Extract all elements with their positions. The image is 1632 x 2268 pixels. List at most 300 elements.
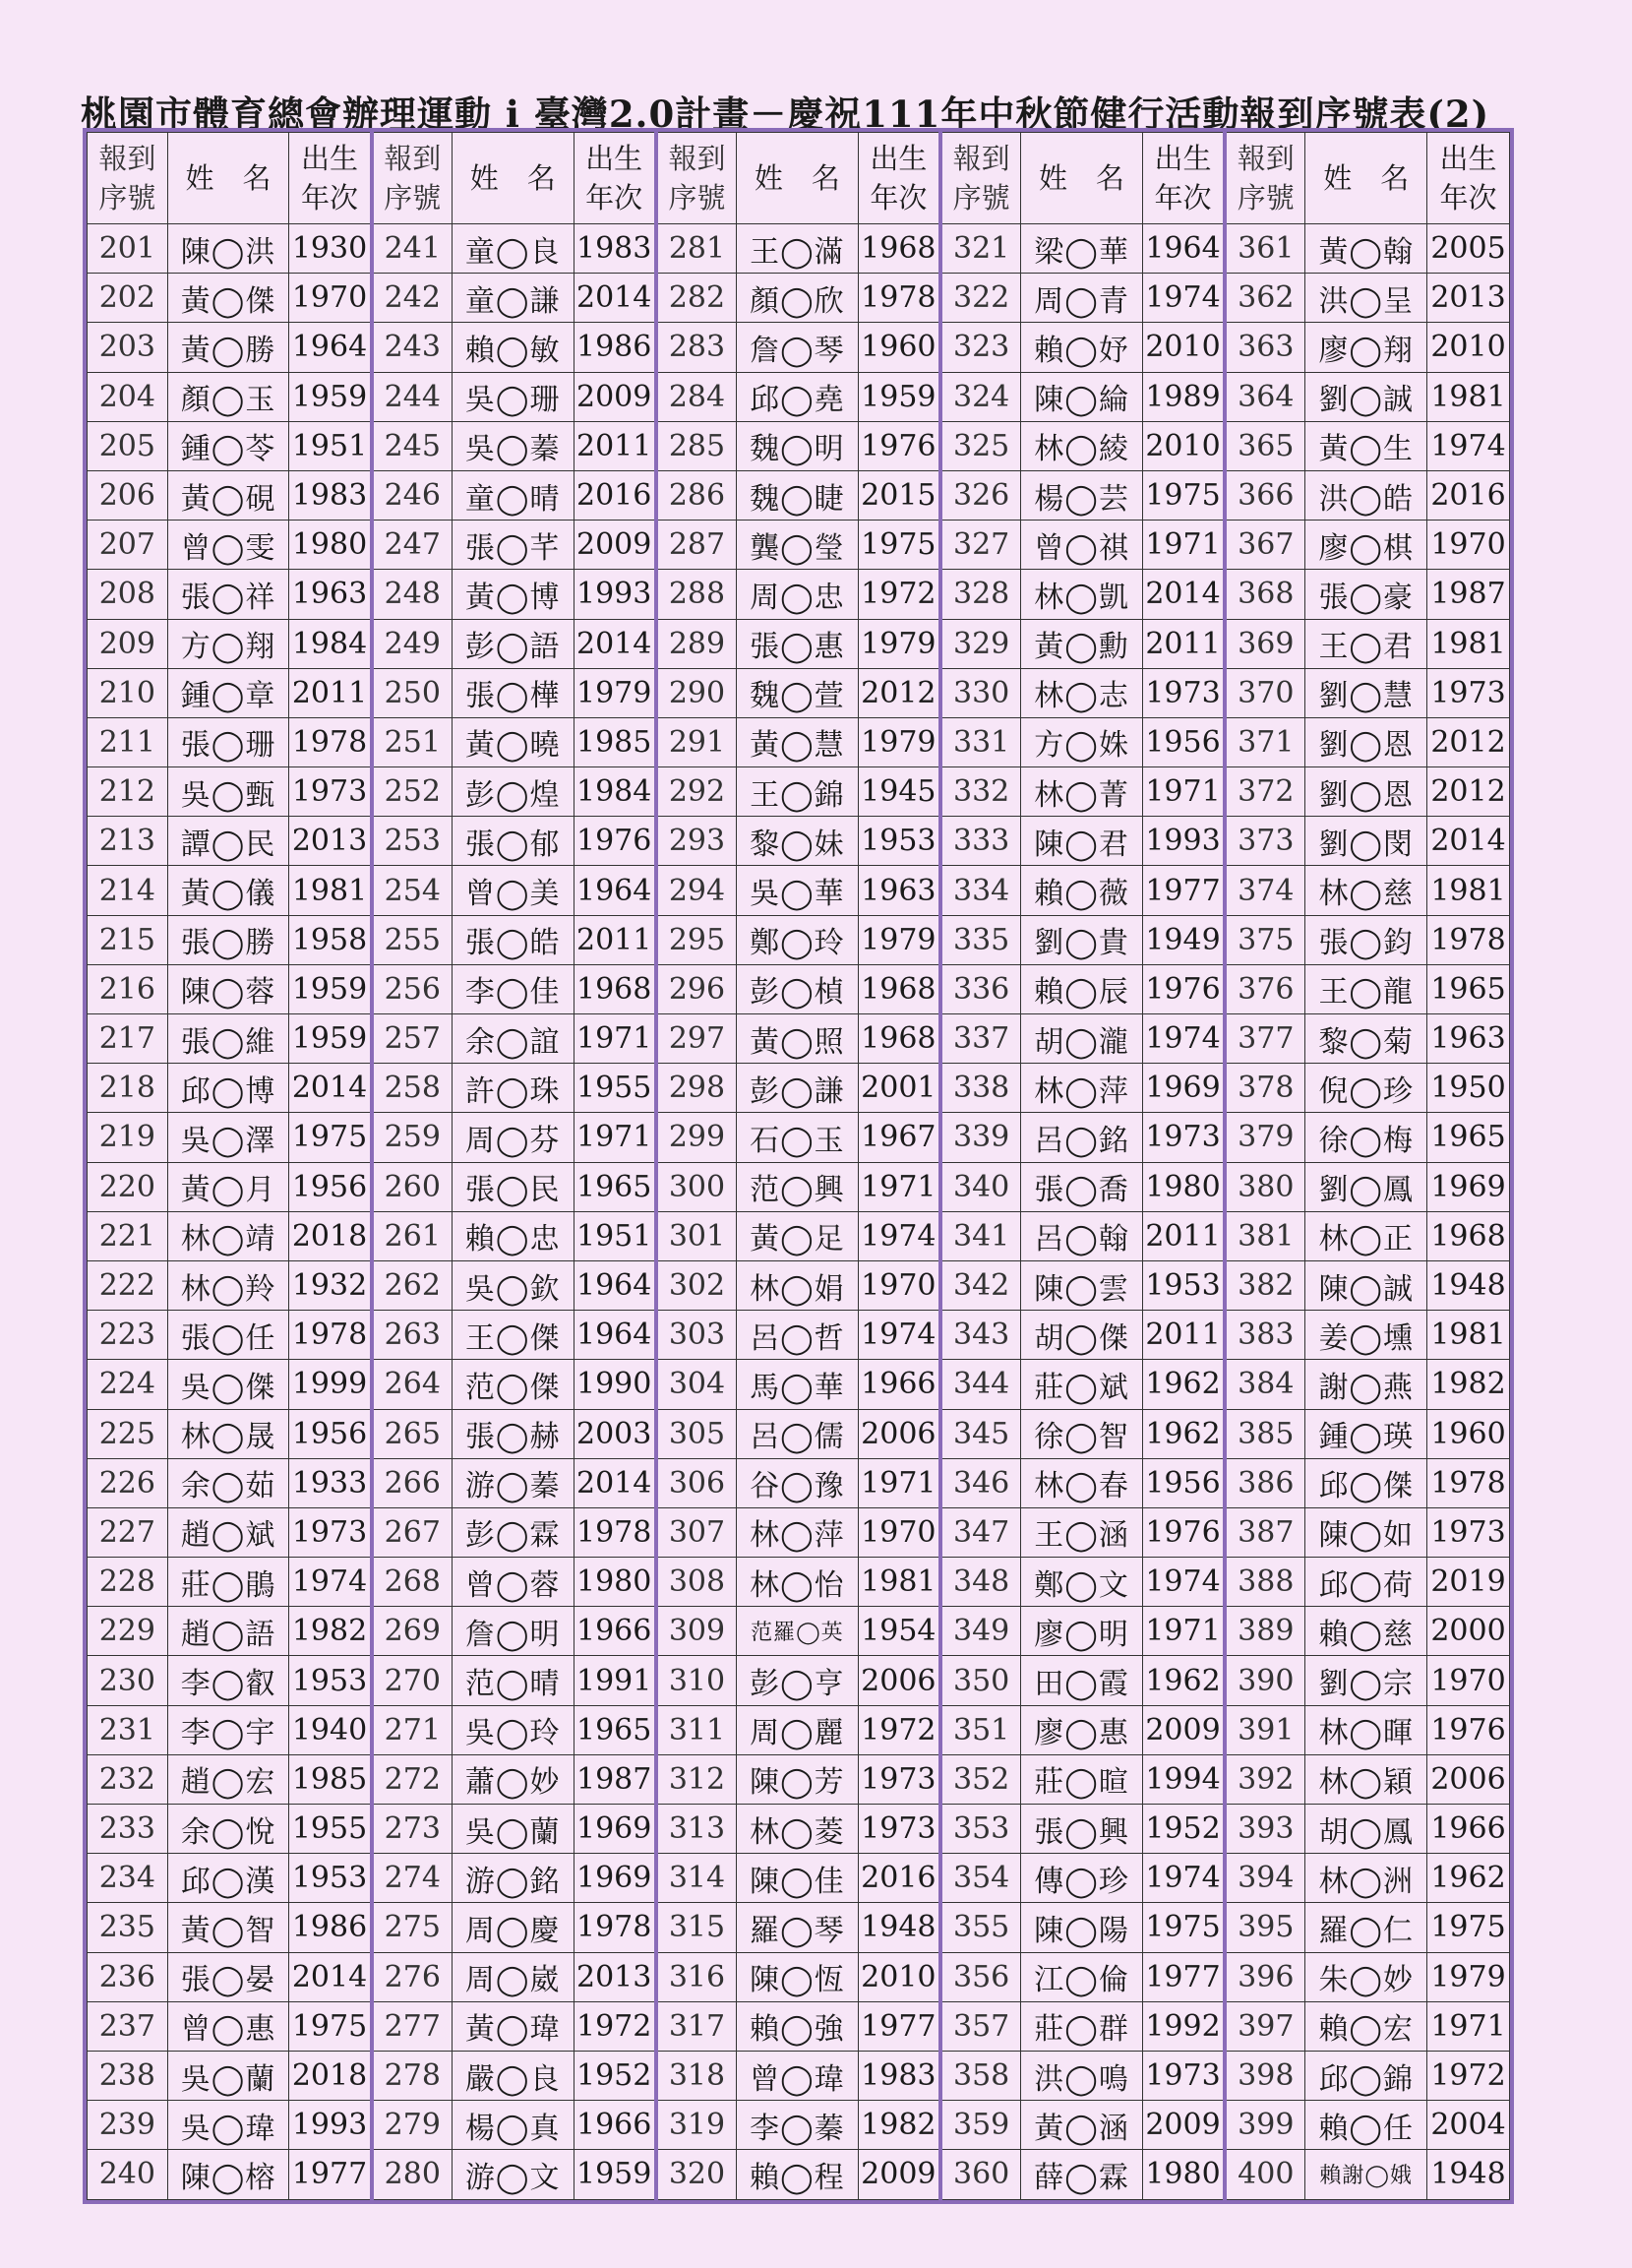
serial-number-cell: 239 (88, 2101, 168, 2150)
birth-year-cell: 2019 (1427, 1558, 1510, 1607)
serial-number-cell: 299 (656, 1113, 737, 1162)
table-row (88, 521, 1510, 570)
name-cell: 邱◯漢 (167, 1854, 289, 1903)
name-cell: 陳◯蓉 (167, 964, 289, 1013)
birth-year-cell: 1977 (289, 2150, 372, 2199)
name-cell: 賴◯薇 (1021, 866, 1143, 915)
name-cell: 范◯傑 (452, 1360, 574, 1409)
serial-number-cell: 387 (1225, 1507, 1305, 1557)
name-cell: 張◯珊 (167, 717, 289, 766)
name-cell: 童◯謙 (452, 274, 574, 323)
birth-year-cell: 1993 (1142, 817, 1225, 866)
name-cell: 吳◯蓁 (452, 421, 574, 470)
birth-year-cell: 1975 (858, 521, 940, 570)
serial-number-cell: 303 (656, 1311, 737, 1360)
birth-year-cell: 1976 (858, 421, 940, 470)
birth-year-cell: 1973 (1142, 1113, 1225, 1162)
name-cell: 呂◯哲 (737, 1311, 859, 1360)
birth-year-cell: 1978 (574, 1507, 656, 1557)
birth-year-cell: 2003 (574, 1409, 656, 1458)
name-cell: 鍾◯瑛 (1305, 1409, 1427, 1458)
serial-number-cell: 392 (1225, 1754, 1305, 1804)
serial-number-cell: 306 (656, 1458, 737, 1507)
serial-number-cell: 276 (372, 1952, 453, 2001)
name-cell: 江◯倫 (1021, 1952, 1143, 2001)
table-row (88, 915, 1510, 964)
header-year-line2: 年次 (585, 181, 643, 215)
birth-year-cell: 1953 (289, 1656, 372, 1705)
name-cell: 許◯珠 (452, 1064, 574, 1113)
birth-year-cell: 2011 (1142, 619, 1225, 668)
serial-number-cell: 228 (88, 1558, 168, 1607)
name-cell: 莊◯群 (1021, 2001, 1143, 2051)
serial-number-cell: 274 (372, 1854, 453, 1903)
name-cell: 薛◯霖 (1021, 2150, 1143, 2199)
birth-year-cell: 1977 (1142, 866, 1225, 915)
serial-number-cell: 296 (656, 964, 737, 1013)
birth-year-cell: 1991 (574, 1656, 656, 1705)
serial-number-cell: 362 (1225, 274, 1305, 323)
serial-number-cell: 259 (372, 1113, 453, 1162)
birth-year-cell: 1992 (1142, 2001, 1225, 2051)
name-cell: 黃◯照 (737, 1014, 859, 1064)
name-cell: 林◯萍 (737, 1507, 859, 1557)
serial-number-cell: 383 (1225, 1311, 1305, 1360)
name-cell: 蕭◯妙 (452, 1754, 574, 1804)
serial-number-cell: 256 (372, 964, 453, 1013)
name-cell: 廖◯棋 (1305, 521, 1427, 570)
name-cell: 賴◯宏 (1305, 2001, 1427, 2051)
serial-number-cell: 255 (372, 915, 453, 964)
birth-year-cell: 2009 (858, 2150, 940, 2199)
name-cell: 林◯羚 (167, 1260, 289, 1310)
birth-year-cell: 2010 (1427, 323, 1510, 372)
page-title: 桃園市體育總會辦理運動 i 臺灣2.0計畫－慶祝111年中秋節健行活動報到序號表(2) (81, 92, 1490, 136)
name-cell: 陳◯誠 (1305, 1260, 1427, 1310)
table-row (88, 1409, 1510, 1458)
serial-number-cell: 219 (88, 1113, 168, 1162)
serial-number-cell: 334 (940, 866, 1021, 915)
birth-year-cell: 1974 (858, 1211, 940, 1260)
name-cell: 顏◯玉 (167, 372, 289, 421)
name-cell: 鍾◯章 (167, 668, 289, 717)
birth-year-cell: 1975 (289, 1113, 372, 1162)
serial-number-cell: 249 (372, 619, 453, 668)
serial-number-cell: 225 (88, 1409, 168, 1458)
birth-year-cell: 1962 (1142, 1656, 1225, 1705)
serial-number-cell: 244 (372, 372, 453, 421)
name-cell: 曾◯瑋 (737, 2051, 859, 2100)
serial-number-cell: 252 (372, 767, 453, 817)
serial-number-cell: 333 (940, 817, 1021, 866)
name-cell: 馬◯華 (737, 1360, 859, 1409)
serial-number-cell: 203 (88, 323, 168, 372)
serial-number-cell: 229 (88, 1607, 168, 1656)
serial-number-cell: 214 (88, 866, 168, 915)
name-cell: 呂◯儒 (737, 1409, 859, 1458)
name-cell: 石◯玉 (737, 1113, 859, 1162)
birth-year-cell: 1953 (858, 817, 940, 866)
name-cell: 黃◯生 (1305, 421, 1427, 470)
name-cell: 胡◯瀧 (1021, 1014, 1143, 1064)
header-name: 姓 名 (1021, 133, 1143, 224)
serial-number-cell: 297 (656, 1014, 737, 1064)
serial-number-cell: 277 (372, 2001, 453, 2051)
serial-number-cell: 217 (88, 1014, 168, 1064)
birth-year-cell: 1982 (858, 2101, 940, 2150)
name-cell: 李◯宇 (167, 1705, 289, 1754)
name-cell: 傳◯珍 (1021, 1854, 1143, 1903)
serial-number-cell: 237 (88, 2001, 168, 2051)
serial-number-cell: 332 (940, 767, 1021, 817)
birth-year-cell: 1959 (289, 964, 372, 1013)
birth-year-cell: 1965 (574, 1705, 656, 1754)
name-cell: 黃◯月 (167, 1162, 289, 1211)
birth-year-cell: 1980 (574, 1558, 656, 1607)
name-cell: 范◯興 (737, 1162, 859, 1211)
serial-number-cell: 342 (940, 1260, 1021, 1310)
birth-year-cell: 1980 (1142, 1162, 1225, 1211)
birth-year-cell: 1976 (1427, 1705, 1510, 1754)
birth-year-cell: 1952 (574, 2051, 656, 2100)
serial-number-cell: 352 (940, 1754, 1021, 1804)
name-cell: 張◯喬 (1021, 1162, 1143, 1211)
birth-year-cell: 1962 (1427, 1854, 1510, 1903)
header-serial-line1: 報到 (1237, 142, 1295, 175)
birth-year-cell: 1978 (858, 274, 940, 323)
name-cell: 譚◯民 (167, 817, 289, 866)
birth-year-cell: 1978 (1427, 915, 1510, 964)
table-row (88, 1952, 1510, 2001)
birth-year-cell: 1968 (574, 964, 656, 1013)
name-cell: 周◯麗 (737, 1705, 859, 1754)
serial-number-cell: 385 (1225, 1409, 1305, 1458)
name-cell: 張◯郁 (452, 817, 574, 866)
header-year-line2: 年次 (301, 181, 359, 215)
serial-number-cell: 290 (656, 668, 737, 717)
name-cell: 方◯姝 (1021, 717, 1143, 766)
serial-number-cell: 213 (88, 817, 168, 866)
serial-number-cell: 346 (940, 1458, 1021, 1507)
name-cell: 林◯晟 (167, 1409, 289, 1458)
serial-number-cell: 345 (940, 1409, 1021, 1458)
serial-number-cell: 340 (940, 1162, 1021, 1211)
serial-number-cell: 363 (1225, 323, 1305, 372)
table-row (88, 1113, 1510, 1162)
birth-year-cell: 1950 (1427, 1064, 1510, 1113)
birth-year-cell: 1970 (1427, 521, 1510, 570)
serial-number-cell: 216 (88, 964, 168, 1013)
birth-year-cell: 2010 (1142, 323, 1225, 372)
birth-year-cell: 1948 (1427, 2150, 1510, 2199)
birth-year-cell: 1994 (1142, 1754, 1225, 1804)
birth-year-cell: 1979 (858, 915, 940, 964)
birth-year-cell: 1959 (858, 372, 940, 421)
serial-number-cell: 384 (1225, 1360, 1305, 1409)
serial-number-cell: 316 (656, 1952, 737, 2001)
name-cell: 吳◯珊 (452, 372, 574, 421)
serial-number-cell: 282 (656, 274, 737, 323)
birth-year-cell: 1971 (858, 1162, 940, 1211)
birth-year-cell: 1965 (1427, 1113, 1510, 1162)
name-cell: 王◯錦 (737, 767, 859, 817)
birth-year-cell: 1968 (1427, 1211, 1510, 1260)
birth-year-cell: 2016 (1427, 470, 1510, 520)
name-cell: 范◯晴 (452, 1656, 574, 1705)
name-cell: 林◯萍 (1021, 1064, 1143, 1113)
header-year-line2: 年次 (870, 181, 928, 215)
birth-year-cell: 2014 (574, 619, 656, 668)
serial-number-cell: 312 (656, 1754, 737, 1804)
birth-year-cell: 1953 (289, 1854, 372, 1903)
birth-year-cell: 1973 (1427, 668, 1510, 717)
birth-year-cell: 2000 (1427, 1607, 1510, 1656)
serial-number-cell: 301 (656, 1211, 737, 1260)
name-cell: 洪◯呈 (1305, 274, 1427, 323)
birth-year-cell: 1966 (1427, 1805, 1510, 1854)
serial-number-cell: 327 (940, 521, 1021, 570)
birth-year-cell: 1973 (1142, 2051, 1225, 2100)
birth-year-cell: 1974 (1142, 1854, 1225, 1903)
name-cell: 賴◯強 (737, 2001, 859, 2051)
serial-number-cell: 253 (372, 817, 453, 866)
table-row (88, 2101, 1510, 2150)
name-cell: 林◯春 (1021, 1458, 1143, 1507)
birth-year-cell: 1970 (858, 1507, 940, 1557)
birth-year-cell: 1964 (289, 323, 372, 372)
table-row (88, 421, 1510, 470)
serial-number-cell: 371 (1225, 717, 1305, 766)
name-cell: 吳◯瑋 (167, 2101, 289, 2150)
birth-year-cell: 1987 (1427, 570, 1510, 619)
serial-number-cell: 369 (1225, 619, 1305, 668)
name-cell: 呂◯銘 (1021, 1113, 1143, 1162)
birth-year-cell: 1932 (289, 1260, 372, 1310)
birth-year-cell: 1965 (1427, 964, 1510, 1013)
serial-number-cell: 398 (1225, 2051, 1305, 2100)
name-cell: 周◯忠 (737, 570, 859, 619)
header-birth-year (1142, 133, 1225, 224)
name-cell: 陳◯陽 (1021, 1903, 1143, 1952)
serial-number-cell: 393 (1225, 1805, 1305, 1854)
table-row (88, 2051, 1510, 2100)
name-cell: 劉◯恩 (1305, 717, 1427, 766)
table-row (88, 1903, 1510, 1952)
header-serial-line1: 報到 (668, 142, 726, 175)
serial-number-cell: 360 (940, 2150, 1021, 2199)
header-year-line2: 年次 (1154, 181, 1212, 215)
serial-number-cell: 321 (940, 224, 1021, 274)
serial-number-cell: 395 (1225, 1903, 1305, 1952)
serial-number-cell: 366 (1225, 470, 1305, 520)
birth-year-cell: 2012 (1427, 767, 1510, 817)
serial-number-cell: 254 (372, 866, 453, 915)
birth-year-cell: 1960 (858, 323, 940, 372)
name-cell: 周◯青 (1021, 274, 1143, 323)
birth-year-cell: 1971 (574, 1113, 656, 1162)
serial-number-cell: 215 (88, 915, 168, 964)
birth-year-cell: 2016 (858, 1854, 940, 1903)
serial-number-cell: 309 (656, 1607, 737, 1656)
serial-number-cell: 294 (656, 866, 737, 915)
birth-year-cell: 1983 (574, 224, 656, 274)
table-row (88, 470, 1510, 520)
birth-year-cell: 2010 (1142, 421, 1225, 470)
table-row (88, 1064, 1510, 1113)
header-serial-number (88, 133, 168, 224)
name-cell: 彭◯霖 (452, 1507, 574, 1557)
header-name: 姓 名 (737, 133, 859, 224)
name-cell: 詹◯琴 (737, 323, 859, 372)
serial-number-cell: 233 (88, 1805, 168, 1854)
serial-number-cell: 236 (88, 1952, 168, 2001)
serial-number-cell: 238 (88, 2051, 168, 2100)
header-serial-line1: 報到 (952, 142, 1010, 175)
birth-year-cell: 1966 (574, 2101, 656, 2150)
birth-year-cell: 1973 (1427, 1507, 1510, 1557)
serial-number-cell: 336 (940, 964, 1021, 1013)
name-cell: 張◯勝 (167, 915, 289, 964)
name-cell: 吳◯甄 (167, 767, 289, 817)
serial-number-cell: 397 (1225, 2001, 1305, 2051)
birth-year-cell: 1972 (858, 570, 940, 619)
name-cell: 張◯芊 (452, 521, 574, 570)
name-cell: 張◯民 (452, 1162, 574, 1211)
birth-year-cell: 2014 (289, 1952, 372, 2001)
birth-year-cell: 1984 (289, 619, 372, 668)
table-row (88, 1311, 1510, 1360)
serial-number-cell: 373 (1225, 817, 1305, 866)
name-cell: 黃◯瑋 (452, 2001, 574, 2051)
header-birth-year (574, 133, 656, 224)
birth-year-cell: 1989 (1142, 372, 1225, 421)
serial-number-cell: 230 (88, 1656, 168, 1705)
name-cell: 楊◯芸 (1021, 470, 1143, 520)
serial-number-cell: 273 (372, 1805, 453, 1854)
birth-year-cell: 2011 (574, 915, 656, 964)
name-cell: 游◯蓁 (452, 1458, 574, 1507)
serial-number-cell: 240 (88, 2150, 168, 2199)
birth-year-cell: 2013 (1427, 274, 1510, 323)
birth-year-cell: 1986 (574, 323, 656, 372)
name-cell: 吳◯蘭 (167, 2051, 289, 2100)
name-cell: 曾◯惠 (167, 2001, 289, 2051)
name-cell: 劉◯慧 (1305, 668, 1427, 717)
birth-year-cell: 1985 (574, 717, 656, 766)
table-row (88, 274, 1510, 323)
serial-number-cell: 396 (1225, 1952, 1305, 2001)
serial-number-cell: 250 (372, 668, 453, 717)
name-cell: 姜◯壎 (1305, 1311, 1427, 1360)
header-serial-number (940, 133, 1021, 224)
table-row (88, 1705, 1510, 1754)
serial-number-cell: 381 (1225, 1211, 1305, 1260)
name-cell: 方◯翔 (167, 619, 289, 668)
table-row (88, 767, 1510, 817)
birth-year-cell: 2011 (574, 421, 656, 470)
serial-number-cell: 269 (372, 1607, 453, 1656)
name-cell: 羅◯琴 (737, 1903, 859, 1952)
name-cell: 呂◯翰 (1021, 1211, 1143, 1260)
name-cell: 邱◯傑 (1305, 1458, 1427, 1507)
birth-year-cell: 1976 (574, 817, 656, 866)
birth-year-cell: 2011 (1142, 1211, 1225, 1260)
serial-number-cell: 339 (940, 1113, 1021, 1162)
serial-number-cell: 232 (88, 1754, 168, 1804)
name-cell: 羅◯仁 (1305, 1903, 1427, 1952)
table-row (88, 1754, 1510, 1804)
table-row (88, 372, 1510, 421)
birth-year-cell: 1993 (289, 2101, 372, 2150)
birth-year-cell: 2014 (574, 274, 656, 323)
birth-year-cell: 1981 (1427, 1311, 1510, 1360)
name-cell: 朱◯妙 (1305, 1952, 1427, 2001)
serial-number-cell: 202 (88, 274, 168, 323)
header-birth-year (289, 133, 372, 224)
name-cell: 林◯慈 (1305, 866, 1427, 915)
serial-number-cell: 380 (1225, 1162, 1305, 1211)
name-cell: 童◯良 (452, 224, 574, 274)
serial-number-cell: 288 (656, 570, 737, 619)
serial-number-cell: 305 (656, 1409, 737, 1458)
serial-number-cell: 376 (1225, 964, 1305, 1013)
name-cell: 余◯誼 (452, 1014, 574, 1064)
name-cell: 周◯崴 (452, 1952, 574, 2001)
name-cell: 莊◯斌 (1021, 1360, 1143, 1409)
birth-year-cell: 1982 (1427, 1360, 1510, 1409)
name-cell: 王◯涵 (1021, 1507, 1143, 1557)
serial-number-cell: 354 (940, 1854, 1021, 1903)
name-cell: 吳◯傑 (167, 1360, 289, 1409)
name-cell: 周◯慶 (452, 1903, 574, 1952)
serial-number-cell: 295 (656, 915, 737, 964)
birth-year-cell: 1972 (574, 2001, 656, 2051)
name-cell: 黃◯硯 (167, 470, 289, 520)
birth-year-cell: 1977 (1142, 1952, 1225, 2001)
name-cell: 王◯傑 (452, 1311, 574, 1360)
header-name: 姓 名 (452, 133, 574, 224)
birth-year-cell: 2010 (858, 1952, 940, 2001)
birth-year-cell: 1956 (289, 1162, 372, 1211)
birth-year-cell: 1959 (574, 2150, 656, 2199)
birth-year-cell: 1984 (574, 767, 656, 817)
name-cell: 賴◯慈 (1305, 1607, 1427, 1656)
serial-number-cell: 350 (940, 1656, 1021, 1705)
serial-number-cell: 347 (940, 1507, 1021, 1557)
table-row (88, 1507, 1510, 1557)
serial-number-cell: 335 (940, 915, 1021, 964)
name-cell: 吳◯玲 (452, 1705, 574, 1754)
serial-number-cell: 292 (656, 767, 737, 817)
birth-year-cell: 1974 (858, 1311, 940, 1360)
birth-year-cell: 1983 (858, 2051, 940, 2100)
name-cell: 賴◯敏 (452, 323, 574, 372)
birth-year-cell: 1974 (1142, 274, 1225, 323)
name-cell: 黃◯傑 (167, 274, 289, 323)
name-cell: 谷◯豫 (737, 1458, 859, 1507)
name-cell: 吳◯欽 (452, 1260, 574, 1310)
header-serial-line2: 序號 (98, 181, 156, 215)
birth-year-cell: 1975 (1142, 470, 1225, 520)
birth-year-cell: 1973 (858, 1805, 940, 1854)
table-row (88, 2001, 1510, 2051)
serial-number-cell: 370 (1225, 668, 1305, 717)
birth-year-cell: 1970 (289, 274, 372, 323)
birth-year-cell: 1959 (289, 1014, 372, 1064)
birth-year-cell: 1930 (289, 224, 372, 274)
name-cell: 陳◯恆 (737, 1952, 859, 2001)
serial-number-cell: 391 (1225, 1705, 1305, 1754)
